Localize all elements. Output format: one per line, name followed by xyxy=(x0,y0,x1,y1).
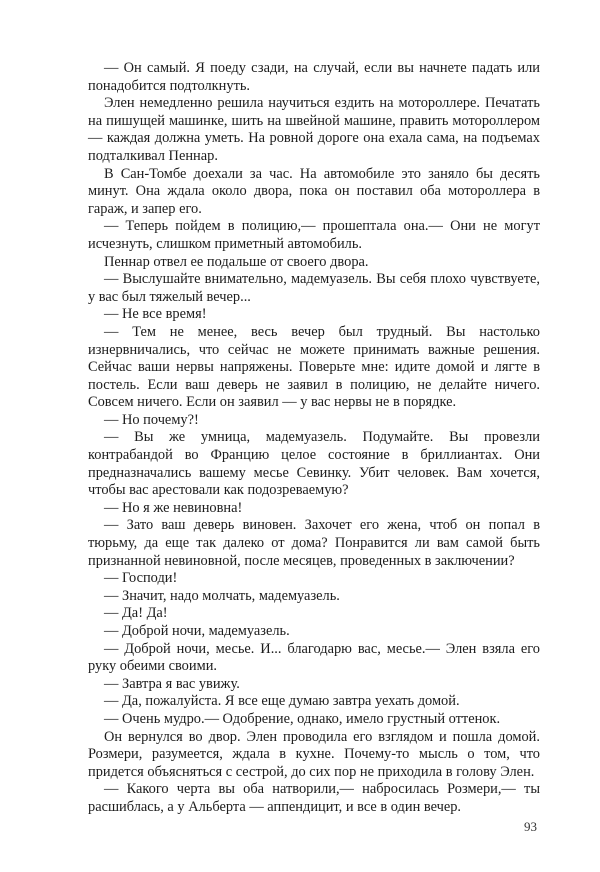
paragraph: — Выслушайте внимательно, мадемуазель. Вы себя плохо чувствуете, у вас был тяжелый вечер... xyxy=(88,271,540,305)
page-number: 93 xyxy=(524,819,537,834)
paragraph: — Но я же невиновна! xyxy=(104,499,243,516)
paragraph: — Да, пожалуйста. Я все еще думаю завтра уехать домой. xyxy=(104,693,460,710)
paragraph: — Он самый. Я поеду сзади, на случай, если вы начнете падать или понадобится подтолкнуть. xyxy=(88,60,540,94)
paragraph: — Очень мудро.— Одобрение, однако, имело грустный оттенок. xyxy=(104,710,501,727)
paragraph: — Тем не менее, весь вечер был трудный. Вы настолько изнервничались, что сейчас не можете принимать важные решения. Сейчас ваши нервы напряжены. Поверьте мне: идите домой и лягте в постель. Если ваш деверь не заявил в полицию, не делайте ничего. Совсем ничего. Если он заявил — у вас нервы не в порядке. xyxy=(88,323,540,411)
paragraph: Пеннар отвел ее подальше от своего двора. xyxy=(104,253,369,270)
paragraph: — Какого черта вы оба натворили,— набросилась Розмери,— ты расшиблась, а у Альберта — аппендицит, и все в один вечер. xyxy=(88,781,540,815)
paragraph: — Не все время! xyxy=(104,306,207,323)
paragraph: — Да! Да! xyxy=(104,605,168,622)
paragraph: В Сан-Томбе доехали за час. На автомобиле это заняло бы десять минут. Она ждала около двора, пока он поставил оба мотороллера в гараж, и запер его. xyxy=(88,165,540,217)
paragraph: Элен немедленно решила научиться ездить на мотороллере. Печатать на пишущей машинке, шить на швейной машине, править мотороллером — каждая должна уметь. На ровной дороге она ехала сама, на подъемах подталкивал Пеннар. xyxy=(88,95,540,164)
paragraph: — Господи! xyxy=(104,570,178,587)
paragraph: — Значит, надо молчать, мадемуазель. xyxy=(104,587,340,604)
paragraph: — Доброй ночи, месье. И... благодарю вас, месье.— Элен взяла его руку обеими своими. xyxy=(88,640,540,675)
paragraph: — Зато ваш деверь виновен. Захочет его жена, чтоб он попал в тюрьму, да еще так далеко от дома? Понравится ли вам самой быть признанной невиновной, после месяцев, проведенных в заключении? xyxy=(88,517,540,569)
paragraph: — Доброй ночи, мадемуазель. xyxy=(104,623,290,639)
paragraph: — Теперь пойдем в полицию,— прошептала она.— Они не могут исчезнуть, слишком приметный автомобиль. xyxy=(88,218,540,252)
paragraph: — Но почему?! xyxy=(104,411,199,428)
paragraph: — Вы же умница, мадемуазель. Подумайте. Вы провезли контрабандой во Францию целое состояние в бриллиантах. Они предназначались вашему месье Севинку. Убит человек. Вам хочется, чтобы вас арестовали как подозреваемую? xyxy=(88,429,540,499)
page-body xyxy=(88,60,540,817)
paragraph: — Завтра я вас увижу. xyxy=(104,675,240,692)
paragraph: Он вернулся во двор. Элен проводила его взглядом и пошла домой. Розмери, разумеется, ждала в кухне. Почему-то мысль о том, что придется объясняться с сестрой, до сих пор не приходила в голову Элен. xyxy=(88,728,540,780)
